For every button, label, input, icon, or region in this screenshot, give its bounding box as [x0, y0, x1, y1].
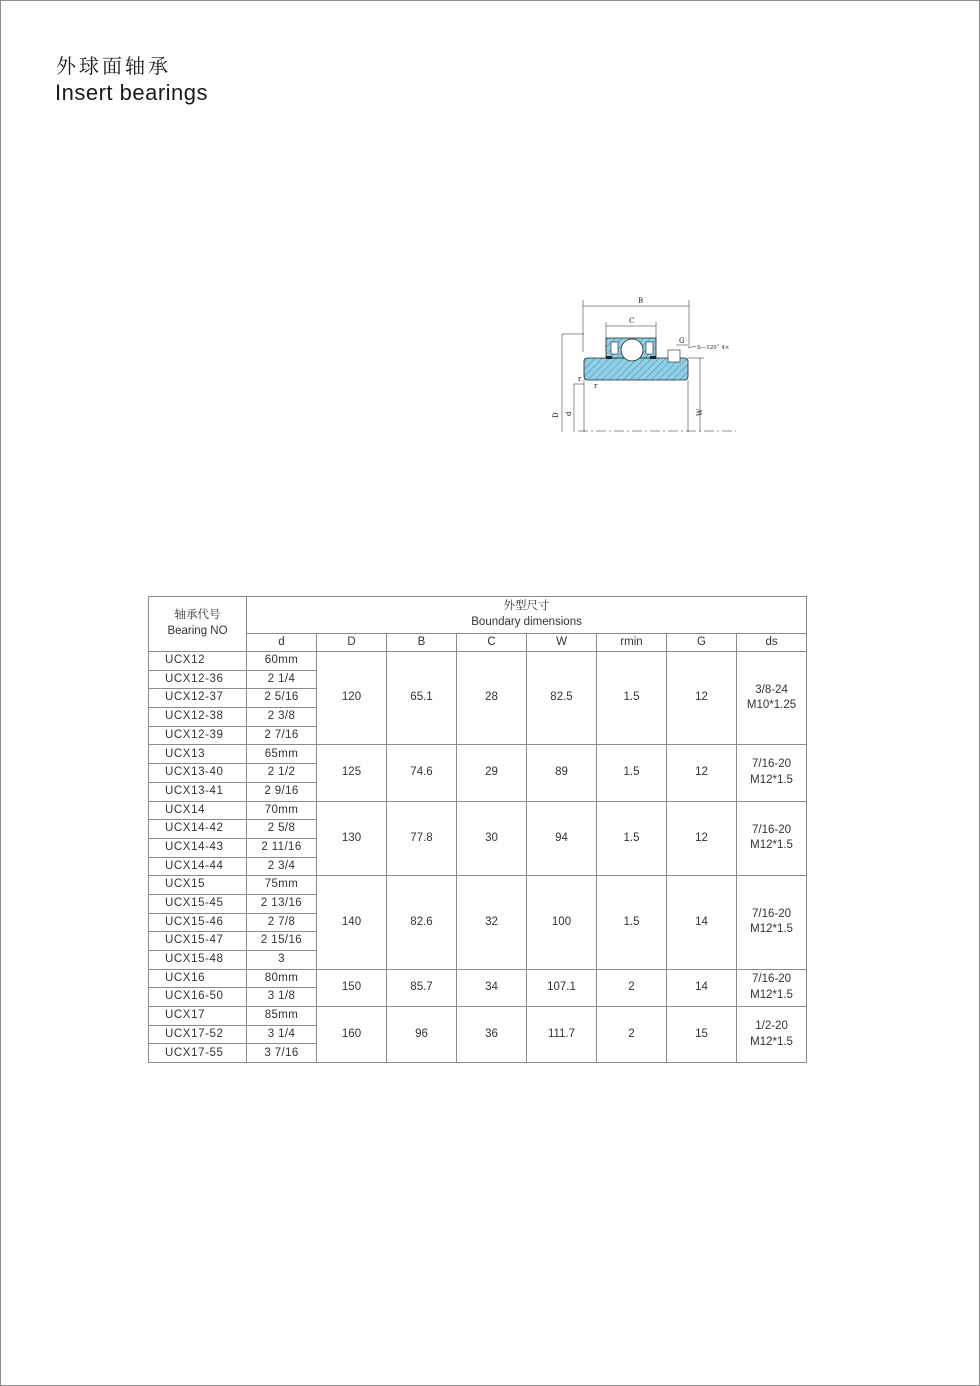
ds-thread-metric: M12*1.5	[750, 1035, 793, 1048]
page-title-english: Insert bearings	[55, 80, 209, 105]
label-ds: S—120˚ 4×	[697, 345, 730, 351]
bore-d-cell: 2 3/8	[247, 708, 317, 727]
G-value-cell: 15	[667, 1007, 737, 1063]
col-header-B: B	[387, 634, 457, 652]
col-header-ds: ds	[737, 634, 807, 652]
col-header-G: G	[667, 634, 737, 652]
bearing-no-cell: UCX17-55	[149, 1044, 247, 1063]
C-value-cell: 29	[457, 745, 527, 801]
bore-d-cell: 3 1/4	[247, 1025, 317, 1044]
C-value-cell: 28	[457, 652, 527, 745]
bore-d-cell: 3 7/16	[247, 1044, 317, 1063]
bore-d-cell: 60mm	[247, 652, 317, 671]
ds-thread-inch: 3/8-24	[755, 683, 788, 696]
W-value-cell: 100	[527, 876, 597, 969]
col-header-D: D	[317, 634, 387, 652]
bearing-no-cell: UCX14-42	[149, 820, 247, 839]
W-value-cell: 107.1	[527, 969, 597, 1006]
bore-d-cell: 3	[247, 951, 317, 970]
G-value-cell: 14	[667, 969, 737, 1006]
label-W: W	[696, 408, 704, 416]
G-value-cell: 12	[667, 652, 737, 745]
boundary-dimensions-header	[247, 597, 807, 634]
col-header-W: W	[527, 634, 597, 652]
bore-d-cell: 2 1/2	[247, 764, 317, 783]
D-value-cell: 130	[317, 801, 387, 876]
bearing-no-cell: UCX14	[149, 801, 247, 820]
label-d: d	[565, 411, 573, 416]
bore-d-cell: 3 1/8	[247, 988, 317, 1007]
W-value-cell: 94	[527, 801, 597, 876]
C-value-cell: 34	[457, 969, 527, 1006]
rmin-value-cell: 1.5	[597, 745, 667, 801]
rmin-value-cell: 2	[597, 1007, 667, 1063]
ds-value-cell	[737, 969, 807, 1006]
bearing-no-cell: UCX13-41	[149, 782, 247, 801]
label-r-outer: r	[578, 375, 582, 383]
bearing-no-header-en: Bearing NO	[167, 625, 228, 637]
W-value-cell: 89	[527, 745, 597, 801]
bore-d-cell: 2 7/16	[247, 726, 317, 745]
B-value-cell: 96	[387, 1007, 457, 1063]
rmin-value-cell: 1.5	[597, 801, 667, 876]
rmin-value-cell: 2	[597, 969, 667, 1006]
G-value-cell: 12	[667, 801, 737, 876]
label-C: C	[629, 317, 635, 325]
boundary-header-en: Boundary dimensions	[471, 616, 582, 628]
ds-thread-metric: M12*1.5	[750, 988, 793, 1001]
bearing-no-cell: UCX12-39	[149, 726, 247, 745]
D-value-cell: 160	[317, 1007, 387, 1063]
bearing-no-cell: UCX17	[149, 1007, 247, 1026]
bore-d-cell: 2 15/16	[247, 932, 317, 951]
table-row	[149, 745, 807, 764]
bearing-no-cell: UCX16-50	[149, 988, 247, 1007]
ds-thread-inch: 7/16-20	[752, 973, 792, 986]
bore-d-cell: 2 3/4	[247, 857, 317, 876]
bore-d-cell: 75mm	[247, 876, 317, 895]
C-value-cell: 36	[457, 1007, 527, 1063]
bore-d-cell: 85mm	[247, 1007, 317, 1026]
D-value-cell: 150	[317, 969, 387, 1006]
ds-value-cell	[737, 801, 807, 876]
table-row	[149, 652, 807, 671]
ds-thread-metric: M12*1.5	[750, 839, 793, 852]
table-body	[149, 652, 807, 1063]
bore-d-cell: 2 11/16	[247, 838, 317, 857]
table-row	[149, 876, 807, 895]
ds-thread-inch: 7/16-20	[752, 758, 792, 771]
rmin-value-cell: 1.5	[597, 876, 667, 969]
G-value-cell: 14	[667, 876, 737, 969]
ds-thread-metric: M12*1.5	[750, 923, 793, 936]
label-G: G	[679, 337, 685, 345]
G-value-cell: 12	[667, 745, 737, 801]
D-value-cell: 120	[317, 652, 387, 745]
col-header-C: C	[457, 634, 527, 652]
ds-thread-inch: 7/16-20	[752, 907, 792, 920]
bore-d-cell: 2 5/8	[247, 820, 317, 839]
bearing-no-cell: UCX15-48	[149, 951, 247, 970]
bearing-cross-section-diagram	[548, 292, 738, 438]
label-r-inner: r	[594, 382, 598, 390]
bearing-no-cell: UCX13-40	[149, 764, 247, 783]
bearing-no-cell: UCX14-43	[149, 838, 247, 857]
B-value-cell: 65.1	[387, 652, 457, 745]
bore-d-cell: 65mm	[247, 745, 317, 764]
ds-thread-inch: 7/16-20	[752, 823, 792, 836]
bearing-no-header	[149, 597, 247, 652]
bearing-no-cell: UCX15-45	[149, 894, 247, 913]
D-value-cell: 140	[317, 876, 387, 969]
C-value-cell: 30	[457, 801, 527, 876]
bore-d-cell: 2 5/16	[247, 689, 317, 708]
ds-thread-metric: M12*1.5	[750, 773, 793, 786]
bearing-no-cell: UCX16	[149, 969, 247, 988]
page-title-chinese: 外球面轴承	[56, 54, 171, 78]
bearing-no-cell: UCX15-47	[149, 932, 247, 951]
C-value-cell: 32	[457, 876, 527, 969]
bore-d-cell: 70mm	[247, 801, 317, 820]
ds-thread-metric: M10*1.25	[746, 699, 797, 712]
ds-value-cell	[737, 652, 807, 745]
bore-d-cell: 2 9/16	[247, 782, 317, 801]
bearing-no-cell: UCX14-44	[149, 857, 247, 876]
label-D: D	[552, 412, 560, 418]
ds-thread-inch: 1/2-20	[755, 1020, 788, 1033]
bearing-no-cell: UCX12-36	[149, 670, 247, 689]
bearing-no-header-cn: 轴承代号	[174, 609, 221, 622]
bore-d-cell: 2 13/16	[247, 894, 317, 913]
ds-value-cell	[737, 1007, 807, 1063]
ds-value-cell	[737, 876, 807, 969]
D-value-cell: 125	[317, 745, 387, 801]
ds-value-cell	[737, 745, 807, 801]
boundary-dimensions-table	[148, 596, 807, 1063]
bore-d-cell: 2 1/4	[247, 670, 317, 689]
table-row	[149, 969, 807, 988]
B-value-cell: 74.6	[387, 745, 457, 801]
rmin-value-cell: 1.5	[597, 652, 667, 745]
col-header-d: d	[247, 634, 317, 652]
B-value-cell: 77.8	[387, 801, 457, 876]
boundary-header-cn: 外型尺寸	[503, 600, 550, 613]
bore-d-cell: 80mm	[247, 969, 317, 988]
W-value-cell: 111.7	[527, 1007, 597, 1063]
bearing-no-cell: UCX15	[149, 876, 247, 895]
B-value-cell: 82.6	[387, 876, 457, 969]
bearing-no-cell: UCX12-38	[149, 708, 247, 727]
table-row	[149, 1007, 807, 1026]
bearing-no-cell: UCX15-46	[149, 913, 247, 932]
bearing-no-cell: UCX12-37	[149, 689, 247, 708]
bore-d-cell: 2 7/8	[247, 913, 317, 932]
bearing-no-cell: UCX12	[149, 652, 247, 671]
B-value-cell: 85.7	[387, 969, 457, 1006]
bearing-no-cell: UCX13	[149, 745, 247, 764]
table-row	[149, 801, 807, 820]
bearing-no-cell: UCX17-52	[149, 1025, 247, 1044]
label-B: B	[638, 297, 644, 305]
col-header-rmin: rmin	[597, 634, 667, 652]
W-value-cell: 82.5	[527, 652, 597, 745]
